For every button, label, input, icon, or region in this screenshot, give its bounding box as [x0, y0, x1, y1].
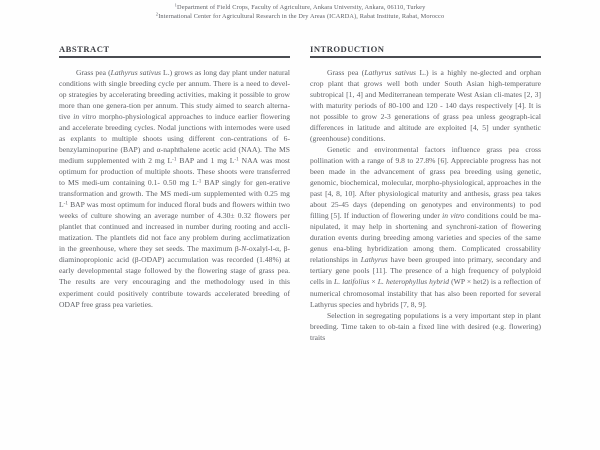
affiliation-marker-2: 2 — [155, 12, 159, 17]
affiliation-marker-1: 1 — [174, 2, 178, 8]
affiliations-block — [0, 3, 600, 22]
abstract-paragraph-1: Grass pea (Lathyrus sativus L.) grows as long day plant under natural conditions with single breeding cycle per annum. There is a need to devel-op strategies by accelerating breeding activities, making it possible to grow more than one genera-tion per annum. This study aimed to search alterna-tive in vitro morpho-physiological approaches to induce earlier flowering and accelerate breeding cycles. Nodal junctions with internodes were used as explants to multiple shoots using different con-centrations of 6-benzylaminopurine (BAP) and α-naphthalene acetic acid (NAA). The MS medium supplemented with 2 mg $L^{-1}$ BAP and 1 mg $L^{-1}$ NAA was most optimum for production of multiple shoots. These shoots were transferred to MS medi-um containing 0.1- 0.50 mg $L^{-1}$ BAP singly for gen-erative transformation and growth. The MS medi-um supplemented with 0.25 mg $L^{-1}$ BAP was most optimum for induced floral buds and flowers within two weeks of culture showing an average number of 4.30± 0.32 flowers per plantlet that continued and increased in number during rooting and accli-matization. The plantlets did not face any problem during acclimatization in the greenhouse, where they set seeds. The maximum β-N-oxalyl-l-α, β-diaminopropionic acid (β-ODAP) accumulation was recorded (1.48%) at early developmental stage followed by the flowering stage of grass pea. The results are very encouraging and the methodology used in this experiment could positively contribute towards accelerated breeding of ODAP free grass pea varieties. — [59, 67, 290, 309]
affiliation-line-2 — [0, 12, 600, 21]
affiliation-line-1 — [0, 3, 600, 12]
introduction-paragraph-3: Selection in segregating populations is a very important step in plant breeding. Time taken to ob-tain a fixed line with desired (e.g. flowering) traits — [310, 310, 541, 342]
section-rule-abstract — [59, 56, 290, 58]
two-column-body — [59, 44, 541, 450]
section-rule-introduction — [310, 56, 541, 58]
affiliation-text-1: Department of Field Crops, Faculty of Agriculture, Ankara University, Ankara, 06110, Turkey — [177, 4, 426, 11]
introduction-paragraph-1: Grass pea (Lathyrus sativus L.) is a highly ne-glected and orphan crop plant that grows well both under South Asian high-temperature subtropical [1, 4] and Mediterranean temperate West Asian cli-mates [2, 3] with maturity periods of 80-100 and 120 - 140 days respectively [4]. It is not possible to grow 2-3 generations of grass pea unless geograph-ical differences in latitude and altitude are exploited [4, 5] under synthetic (greenhouse) conditions. — [310, 67, 541, 143]
introduction-paragraph-2: Genetic and environmental factors influence grass pea cross pollination with a range of 9.8 to 27.8% [6]. Appreciable progress has not been made in the advancement of grass pea breeding using genetic, genomic, biochemical, molecular, morpho-physiological, approaches in the past [4, 8, 10]. After physiological maturity and anthesis, grass pea takes about 25-45 days (depending on genotypes and environments) to pod filling [5]. If induction of flowering under in vitro conditions could be ma-nipulated, it may help in shortening and synchroni-zation of flowering duration events during breeding among varieties and species of the same genus ena-bling hybridization among them. Complicated crossability relationships in Lathyrus have been grouped into primary, secondary and tertiary gene pools [11]. The presence of a high frequency of polyploid cells in L. latifolius × L. heterophyllus hybrid (WP × het2) is a reflection of numerical chromosomal instability that has also been reported for several Lathyrus species and hybrids [7, 8, 9]. — [310, 144, 542, 309]
section-heading-introduction: INTRODUCTION — [310, 44, 385, 54]
abstract-body — [59, 67, 290, 310]
section-heading-abstract: ABSTRACT — [59, 44, 110, 54]
column-right — [310, 44, 541, 450]
introduction-body — [310, 67, 541, 343]
column-left — [59, 44, 290, 450]
affiliation-text-2: International Center for Agricultural Research in the Dry Areas (ICARDA), Rabat Institute, Rabat, Morocco — [158, 13, 445, 21]
